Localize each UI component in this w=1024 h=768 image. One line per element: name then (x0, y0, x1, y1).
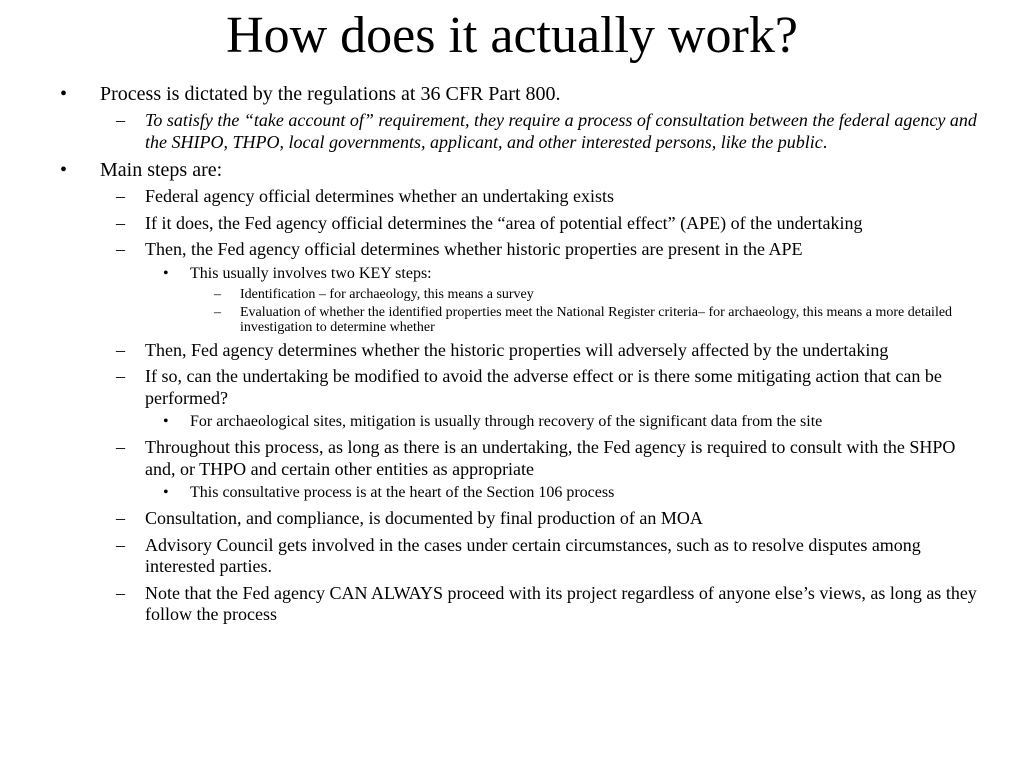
bullet-item (0, 83, 1024, 105)
dash-marker: – (116, 212, 125, 233)
bullet-marker: • (163, 484, 169, 501)
sub-text: If so, can the undertaking be modified to avoid the adverse effect or is there some mitigating action that can be performed? (145, 366, 942, 408)
bullet-text: Main steps are: (100, 159, 223, 181)
dash-marker: – (116, 186, 125, 206)
sub-text: Advisory Council gets involved in the cases under certain circumstances, such as to resolve disputes among interested parties. (145, 534, 921, 576)
bullet-marker: • (60, 83, 68, 105)
dash-marker: – (116, 339, 125, 360)
sub-item (0, 213, 1024, 235)
sub-text: Throughout this process, as long as there is an undertaking, the Fed agency is required to consult with the SHPO and, or THPO and certain other entities as appropriate (145, 437, 956, 479)
sub-text: Then, the Fed agency official determines whether historic properties are present in the APE (145, 239, 803, 259)
sub-text: Consultation, and compliance, is documented by final production of an MOA (145, 508, 703, 528)
dash-marker: – (116, 239, 125, 259)
deep-item (0, 287, 1024, 302)
sub-text: Note that the Fed agency CAN ALWAYS proceed with its project regardless of anyone else’s views, as long as they follow the process (145, 582, 977, 624)
sub-sub-item (0, 264, 1024, 284)
sub-item (0, 508, 1024, 530)
sub-item (0, 535, 1024, 578)
sub-text: If it does, the Fed agency official determines the “area of potential effect” (APE) of the undertaking (145, 212, 863, 233)
sub-item (0, 110, 1024, 153)
dash-marker: – (116, 110, 125, 130)
bullet-item (0, 159, 1024, 181)
sub-text: Then, Fed agency determines whether the historic properties will adversely affected by the undertaking (145, 339, 889, 360)
sub-text-period: . (822, 131, 828, 152)
slide-title: How does it actually work? (226, 7, 798, 64)
sub-item (0, 583, 1024, 626)
sub-item (0, 340, 1024, 362)
bullet-text: Process is dictated by the regulations at 36 CFR Part 800. (100, 83, 561, 105)
bullet-marker: • (60, 159, 68, 181)
sub-item (0, 437, 1024, 480)
dash-marker: – (116, 437, 125, 457)
dash-marker: – (214, 286, 221, 302)
deep-item (0, 305, 1024, 335)
sub-text: Federal agency official determines whether an undertaking exists (145, 186, 614, 206)
sub-sub-item (0, 483, 1024, 503)
slide-body (0, 80, 1024, 626)
bullet-marker: • (163, 264, 169, 282)
dash-marker: – (116, 508, 125, 528)
sub-sub-item (0, 412, 1024, 432)
sub-item (0, 366, 1024, 409)
deep-text: Identification – for archaeology, this means a survey (240, 286, 534, 302)
sub-sub-text: For archaeological sites, mitigation is usually through recovery of the significant data from the site (190, 413, 823, 430)
bullet-marker: • (163, 413, 169, 430)
dash-marker: – (116, 582, 125, 603)
sub-sub-text: This usually involves two KEY steps: (190, 264, 432, 282)
sub-item (0, 186, 1024, 208)
dash-marker: – (116, 366, 125, 386)
dash-marker: – (116, 534, 125, 555)
sub-text: To satisfy the “take account of” requirement, they require a process of consultation between the federal agency and the SHIPO, THPO, local governments, applicant, and other interested persons, like the public (145, 110, 977, 152)
deep-text: Evaluation of whether the identified properties meet the National Register criteria– for archaeology, this means a more detailed investigation to determine whether (240, 304, 953, 335)
dash-marker: – (214, 304, 221, 320)
sub-sub-text: This consultative process is at the heart of the Section 106 process (190, 484, 615, 501)
sub-item (0, 239, 1024, 261)
